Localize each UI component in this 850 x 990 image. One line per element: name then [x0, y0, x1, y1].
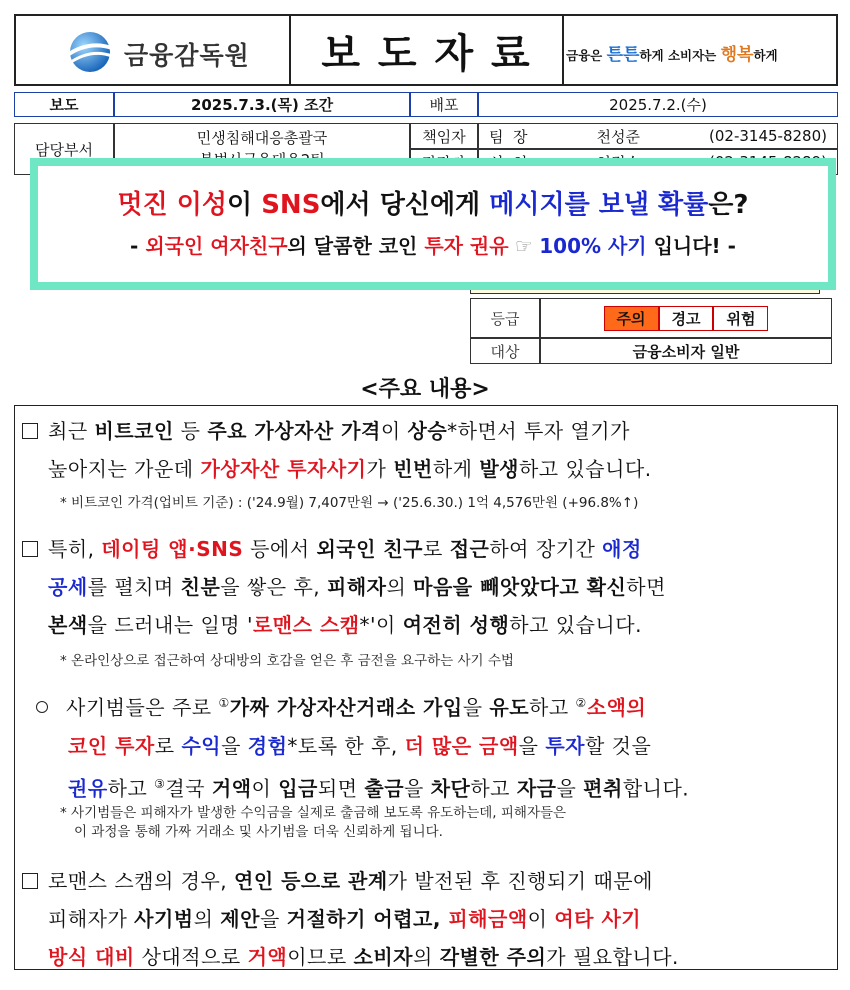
circle-bullet-icon	[36, 701, 48, 713]
release-value: 2025.7.3.(목) 조간	[114, 92, 410, 117]
headline-box	[30, 158, 836, 290]
target-label: 대상	[470, 338, 540, 364]
paragraph-1: 최근 비트코인 등 주요 가상자산 가격이 상승*하면서 투자 열기가 높아지는 가운데 가상자산 투자사기가 빈번하게 발생하고 있습니다.	[22, 412, 822, 488]
grade-warning: 경고	[659, 306, 714, 331]
grade-label: 등급	[470, 298, 540, 338]
department-value: 민생침해대응총괄국	[114, 123, 410, 175]
headline-line2: - 외국인 여자친구의 달콤한 코인 투자 권유 ☞ 100% 사기 입니다! -	[130, 234, 736, 258]
headline-line1: 멋진 이성이 SNS에서 당신에게 메시지를 보낼 확률은?	[117, 190, 749, 220]
grade-danger: 위험	[713, 306, 768, 331]
note-2: * 온라인상으로 접근하여 상대방의 호감을 얻은 후 금전을 요구하는 사기 수법	[60, 653, 514, 669]
org-name: 금융감독원	[124, 41, 250, 70]
note-1: * 비트코인 가격(업비트 기준) : ('24.9월) 7,407만원 → ('25.6.30.) 1억 4,576만원 (+96.8%↑)	[60, 495, 639, 511]
release-label: 보도	[14, 92, 114, 117]
section-title: <주요 내용>	[360, 377, 490, 402]
header-divider-right	[562, 14, 564, 86]
paragraph-3: 사기범들은 주로 ①가짜 가상자산거래소 가입을 유도하고 ②소액의 코인 투자로 수익을 경험*토록 한 후, 더 많은 금액을 투자할 것을 권유하고 ③결국 거액이 입금되면 출금을 차단하고 자금을 편취합니다.	[36, 684, 826, 807]
slogan-word-strong: 튼튼	[606, 45, 640, 65]
grade-values	[540, 298, 832, 338]
responsible-value: 팀 장 천성준 (02-3145-8280)	[478, 123, 838, 149]
pointing-hand-icon: ☞	[508, 234, 540, 258]
distribution-label: 배포	[410, 92, 478, 117]
slogan-word-happy: 행복	[720, 45, 754, 65]
note-3: * 사기범들은 피해자가 발생한 수익금을 실제로 출금해 보도록 유도하는데, 피해자들은 이 과정을 통해 가짜 거래소 및 사기범을 더욱 신뢰하게 됩니다.	[60, 805, 567, 840]
paragraph-2: 특히, 데이팅 앱·SNS 등에서 외국인 친구로 접근하여 장기간 애정 공세를 펼치며 친분을 쌓은 후, 피해자의 마음을 빼앗았다고 확신하면 본색을 드러내는 일명 '로맨스 스캠*'이 여전히 성행하고 있습니다.	[22, 530, 822, 644]
paragraph-4: 로맨스 스캠의 경우, 연인 등으로 관계가 발전된 후 진행되기 때문에 피해자가 사기범의 제안을 거절하기 어렵고, 피해금액이 여타 사기 방식 대비 상대적으로 거액이므로 소비자의 각별한 주의가 필요합니다.	[22, 862, 822, 976]
checkbox-icon	[22, 423, 38, 439]
document-title: 보 도 자 료	[321, 31, 532, 77]
department-label: 담당부서	[14, 123, 114, 175]
fss-logo-icon	[62, 26, 114, 76]
slogan: 금융은 튼튼하게 소비자는 행복하게	[566, 45, 778, 65]
checkbox-icon	[22, 541, 38, 557]
responsible-label: 책임자	[410, 123, 478, 149]
target-value: 금융소비자 일반	[540, 338, 832, 364]
grade-caution: 주의	[604, 306, 659, 331]
checkbox-icon	[22, 873, 38, 889]
distribution-value: 2025.7.2.(수)	[478, 92, 838, 117]
